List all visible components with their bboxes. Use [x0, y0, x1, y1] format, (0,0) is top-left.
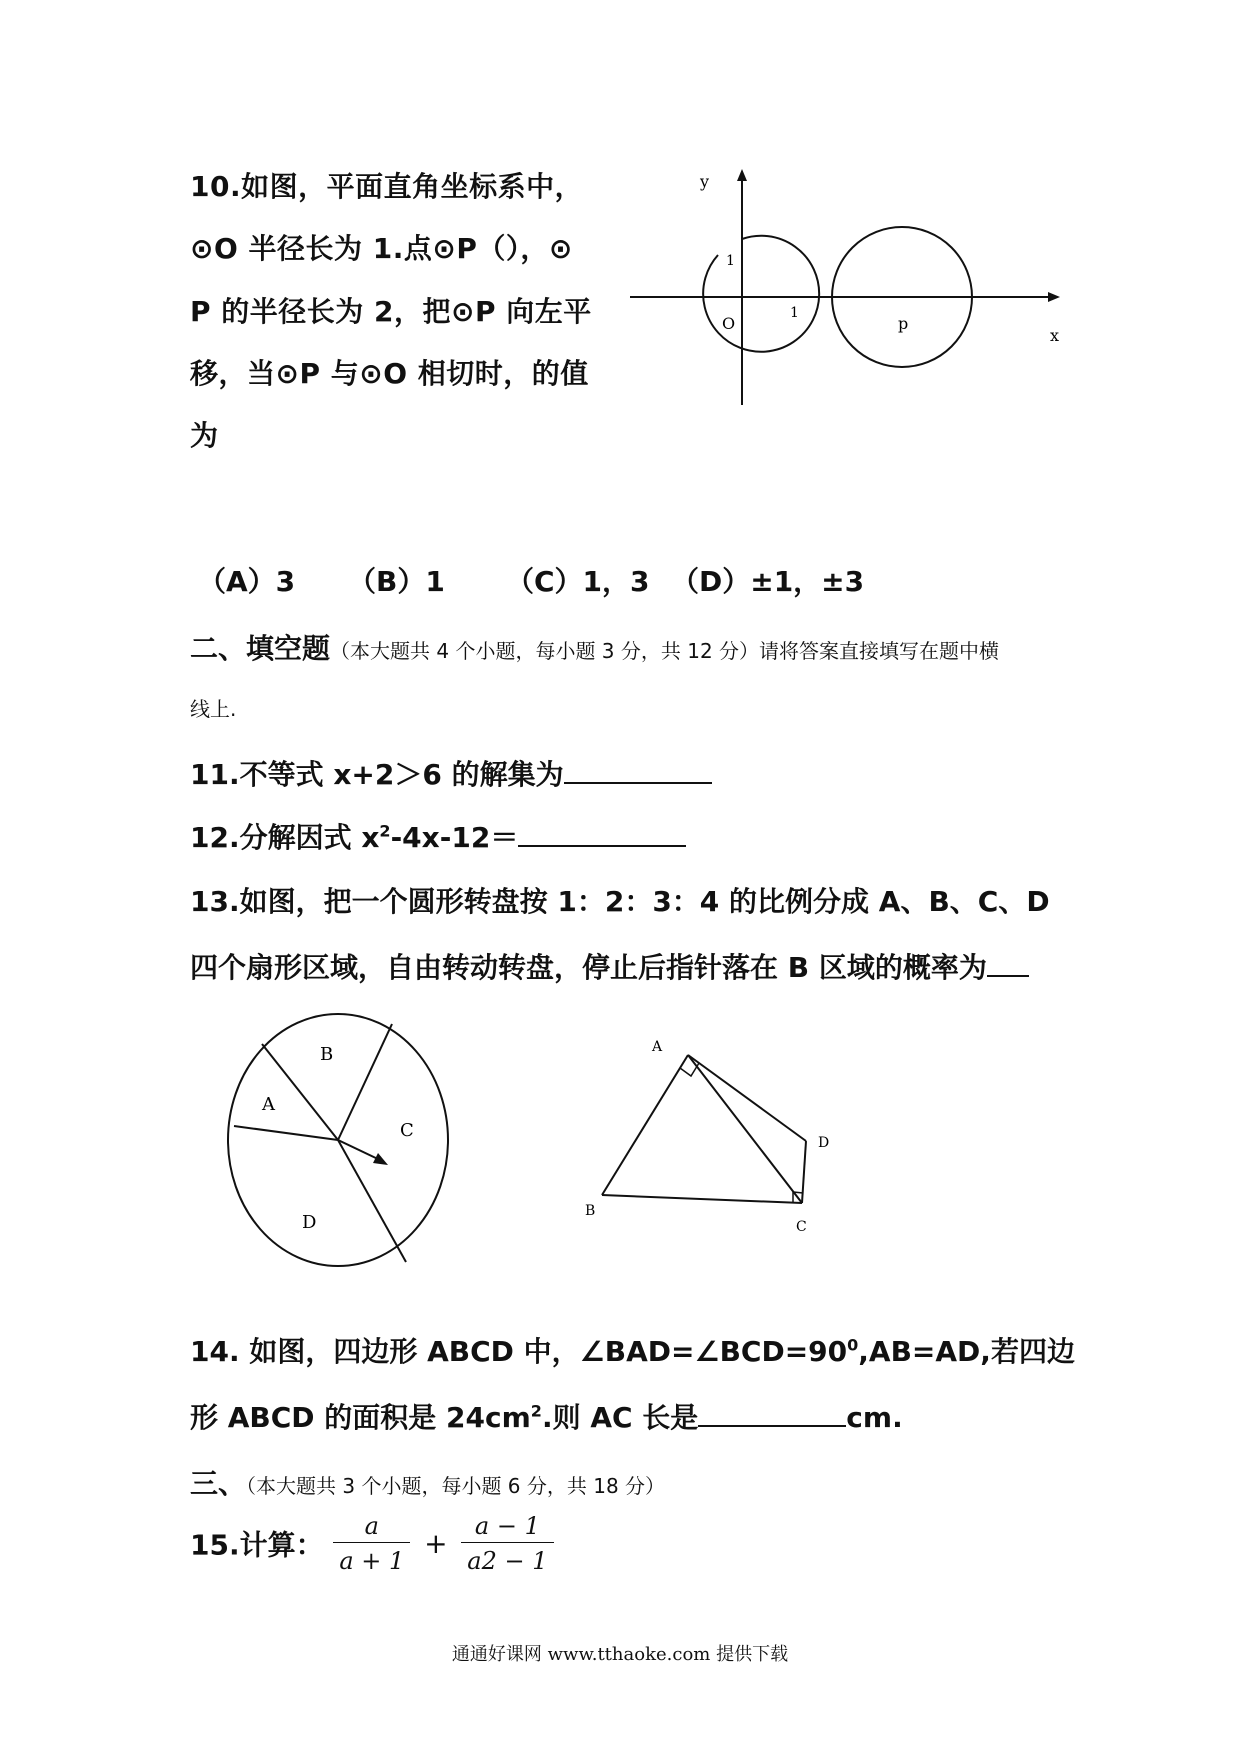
q10-line-2: ⊙O 半径长为 1.点⊙P（），⊙ [190, 232, 573, 265]
vertex-c-label: C [796, 1219, 807, 1235]
q15-frac2-denominator: a2 − 1 [467, 1547, 548, 1575]
section-3-heading [190, 1462, 665, 1502]
x-axis-label: x [1050, 326, 1060, 345]
q14-line-2b: .则 AC 长是 [541, 1401, 699, 1434]
q12-text-b: -4x-12＝ [390, 821, 519, 854]
q15-fraction-1 [333, 1512, 410, 1575]
tick-x-label: 1 [790, 305, 799, 321]
q13-line-1: 13.如图，把一个圆形转盘按 1：2：3：4 的比例分成 A、B、C、D [190, 885, 1050, 918]
section-2-note-cont: 线上. [190, 697, 237, 721]
section-2-note: （本大题共 4 个小题，每小题 3 分，共 12 分）请将答案直接填写在题中横 [330, 639, 1000, 663]
q13-line-2 [190, 945, 1029, 986]
q14-sup-square: 2 [530, 1401, 542, 1421]
q12-answer-blank[interactable] [518, 815, 686, 847]
vertex-a-label: A [652, 1039, 663, 1055]
page-footer: 通通好课网 www.tthaoke.com 提供下载 [451, 1644, 789, 1665]
q14-line-2c: cm. [846, 1401, 903, 1434]
q13-line-2-text: 四个扇形区域，自由转动转盘，停止后指针落在 B 区域的概率为 [190, 951, 987, 984]
choice-d: （D）±1，±3 [671, 565, 865, 598]
p-label: p [898, 314, 909, 333]
tick-y-label: 1 [726, 253, 735, 269]
sector-c-label: C [400, 1120, 414, 1141]
spinner-figure [220, 1010, 460, 1290]
q11-text: 11.不等式 x+2＞6 的解集为 [190, 758, 564, 791]
q15-plus: + [424, 1527, 448, 1560]
quadrilateral-figure [580, 1025, 860, 1245]
q11 [190, 752, 712, 793]
q10-line-3: P 的半径长为 2，把⊙P 向左平 [190, 295, 592, 328]
q14-line-2 [190, 1395, 903, 1436]
q14-answer-blank[interactable] [698, 1395, 846, 1427]
section-3-title: 三、 [190, 1467, 247, 1500]
y-axis-label: y [700, 172, 710, 191]
section-2-note-line2 [190, 693, 236, 723]
q14-line-1a: 14. 如图，四边形 ABCD 中，∠BAD=∠BCD=90 [190, 1335, 848, 1368]
vertex-d-label: D [818, 1135, 830, 1151]
q14-line-1b: ,AB=AD,若四边 [858, 1335, 1075, 1368]
choice-c: （C）1，3 [506, 565, 650, 598]
q14-line-2a: 形 ABCD 的面积是 24cm [190, 1401, 531, 1434]
section-2-heading [190, 627, 999, 667]
q11-answer-blank[interactable] [564, 752, 712, 784]
q14-line-1 [190, 1330, 1075, 1370]
q15-frac1-denominator: a + 1 [339, 1547, 405, 1575]
q12-text-a: 12.分解因式 x [190, 821, 380, 854]
section-2-title: 二、填空题 [190, 632, 331, 665]
q15-fraction-2 [461, 1512, 553, 1575]
sector-d-label: D [302, 1212, 317, 1233]
q15 [190, 1512, 554, 1575]
q10-coordinate-figure [630, 165, 1070, 415]
q10-line-4: 移，当⊙P 与⊙O 相切时，的值 [190, 357, 589, 390]
sector-a-label: A [262, 1094, 275, 1115]
choice-b: （B）1 [348, 565, 445, 598]
q10-line-5: 为 [190, 419, 219, 452]
q14-sup-degree: 0 [847, 1335, 859, 1355]
choice-a: （A）3 [198, 565, 296, 598]
q12 [190, 815, 686, 856]
section-3-note: （本大题共 3 个小题，每小题 6 分，共 18 分） [246, 1474, 666, 1498]
q13-answer-blank[interactable] [987, 945, 1029, 977]
vertex-b-label: B [585, 1203, 596, 1219]
sector-b-label: B [320, 1044, 334, 1065]
q10-choices [198, 560, 864, 600]
q12-sup: 2 [379, 821, 391, 841]
q15-frac1-numerator: a [333, 1512, 410, 1543]
q15-label: 15.计算： [190, 1528, 324, 1562]
q15-frac2-numerator: a − 1 [461, 1512, 553, 1543]
q10-line-1: 10.如图，平面直角坐标系中， [190, 170, 584, 203]
origin-label: O [722, 314, 736, 333]
